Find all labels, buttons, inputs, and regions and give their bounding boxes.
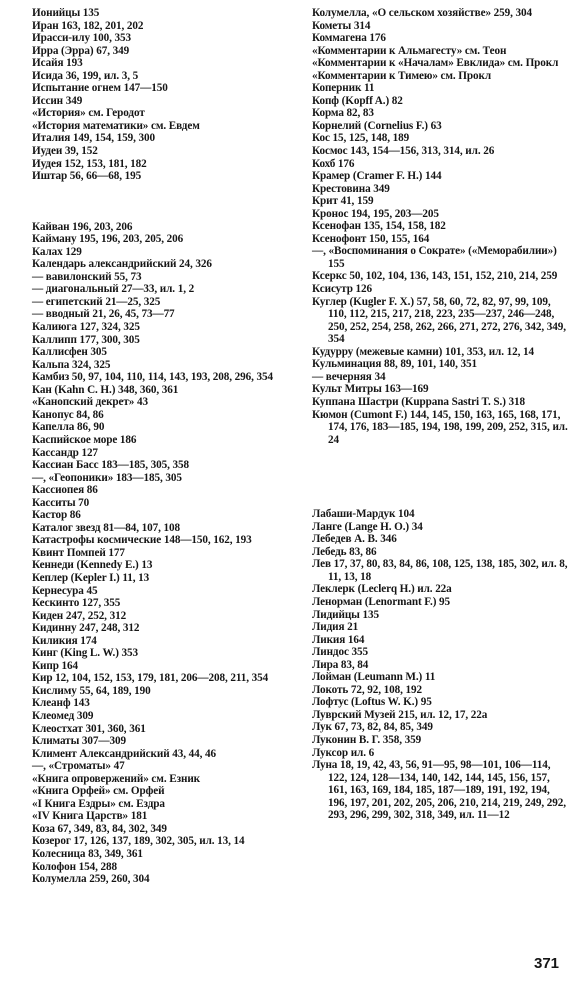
index-entry: «Комментарии к Альмагесту» см. Теон (312, 44, 507, 57)
index-entry: Колумелла 259, 260, 304 (32, 873, 150, 886)
index-entry: Копф (Kopff A.) 82 (312, 94, 403, 107)
index-column-right (312, 7, 570, 822)
block-spacer (32, 183, 294, 221)
index-entry: Лидийцы 135 (312, 608, 379, 621)
index-block-i (32, 7, 294, 183)
index-entry: Коммагена 176 (312, 32, 386, 45)
index-entry: Лидия 21 (312, 621, 359, 634)
index-entry: Ксеркс 50, 102, 104, 136, 143, 151, 152, 210, 214, 259 (312, 270, 558, 283)
index-entry: Капелла 86, 90 (32, 421, 105, 434)
index-entry: Лебедь 83, 86 (312, 545, 377, 558)
index-entry: Иран 163, 182, 201, 202 (32, 19, 144, 32)
index-entry: Кайван 196, 203, 206 (32, 220, 133, 233)
index-entry: Колесница 83, 349, 361 (32, 848, 143, 860)
index-entry: Касситы 70 (32, 496, 90, 509)
index-entry: Ланге (Lange H. O.) 34 (312, 520, 423, 533)
index-entry: Колумелла, «О сельском хозяйстве» 259, 304 (312, 7, 533, 19)
index-entry: Клеанф 143 (32, 697, 90, 710)
index-entry: Каллисфен 305 (32, 346, 107, 359)
block-spacer (312, 446, 570, 508)
index-entry: Кюмон (Cumont F.) 144, 145, 150, 163, 165, 168, 171, 174, 176, 183—185, 194, 198, 199, 209, 252, 315, ил. 24 (312, 408, 568, 446)
index-entry: «Канопский декрет» 43 (32, 396, 148, 409)
index-entry: Кир 12, 104, 152, 153, 179, 181, 206—208, 211, 354 (32, 672, 269, 685)
index-entry: Крестовина 349 (312, 182, 390, 195)
index-entry: Каллипп 177, 300, 305 (32, 333, 140, 346)
index-block-l (312, 508, 570, 822)
index-entry: Климент Александрийский 43, 44, 46 (32, 747, 217, 760)
index-entry: Кассиан Басс 183—185, 305, 358 (32, 459, 189, 472)
index-entry: Катастрофы космические 148—150, 162, 193 (32, 534, 252, 547)
index-entry: «Книга опровержений» см. Езник (32, 772, 201, 785)
index-entry: — диагональный 27—33, ил. 1, 2 (32, 283, 195, 296)
index-entry: Кинг (King L. W.) 353 (32, 647, 139, 660)
index-entry: Иудеи 39, 152 (32, 145, 98, 158)
index-entry: Кидинну 247, 248, 312 (32, 622, 140, 635)
index-entry: Луксор ил. 6 (312, 746, 375, 759)
index-entry: Киликия 174 (32, 634, 97, 647)
index-entry: Космос 143, 154—156, 313, 314, ил. 26 (312, 145, 495, 158)
index-entry: Кохб 176 (312, 157, 355, 170)
index-entry: Коза 67, 349, 83, 84, 302, 349 (32, 822, 167, 835)
index-entry: Локоть 72, 92, 108, 192 (312, 683, 423, 696)
index-entry: Ксисутр 126 (312, 283, 372, 296)
index-entry: Колофон 154, 288 (32, 860, 118, 873)
index-entry: Крит 41, 159 (312, 195, 374, 208)
index-entry: Каталог звезд 81—84, 107, 108 (32, 521, 181, 534)
index-entry: «История математики» см. Евдем (32, 119, 200, 132)
index-entry: Луконин В. Г. 358, 359 (312, 733, 422, 746)
index-entry: Лабаши-Мардук 104 (312, 508, 415, 521)
index-entry: Кастор 86 (32, 509, 81, 522)
index-entry: Лебедев А. В. 346 (312, 533, 397, 546)
index-entry: Кассиопея 86 (32, 484, 98, 497)
index-entry: Каспийское море 186 (32, 433, 137, 446)
index-block-k (32, 221, 294, 886)
index-block-k-continued (312, 7, 570, 446)
page-number: 371 (534, 955, 560, 972)
index-entry: Ионийцы 135 (32, 7, 100, 19)
index-entry: Луврский Музей 215, ил. 12, 17, 22а (312, 708, 488, 721)
index-entry: Иудея 152, 153, 181, 182 (32, 157, 147, 170)
index-entry: — вечерняя 34 (312, 370, 386, 383)
index-entry: Италия 149, 154, 159, 300 (32, 132, 156, 145)
index-entry: Календарь александрийский 24, 326 (32, 258, 212, 271)
index-entry: «Комментарии к Тимею» см. Прокл (312, 69, 492, 82)
index-entry: Леклерк (Leclerq H.) ил. 22а (312, 583, 452, 596)
index-entry: «IV Книга Царств» 181 (32, 810, 148, 823)
index-entry: Кан (Kahn C. H.) 348, 360, 361 (32, 383, 179, 396)
index-entry: Кислиму 55, 64, 189, 190 (32, 684, 151, 697)
index-entry: Ксенофан 135, 154, 158, 182 (312, 220, 446, 233)
index-entry: Климаты 307—309 (32, 735, 126, 748)
index-entry: Ирасси-илу 100, 353 (32, 32, 131, 45)
index-entry: Иштар 56, 66—68, 195 (32, 170, 142, 183)
index-entry: Козерог 17, 126, 137, 189, 302, 305, ил. 13, 14 (32, 835, 245, 848)
index-entry: Канопус 84, 86 (32, 408, 104, 421)
index-entry: Лук 67, 73, 82, 84, 85, 349 (312, 721, 433, 734)
index-entry: Кассандр 127 (32, 446, 98, 459)
index-entry: Лев 17, 37, 80, 83, 84, 86, 108, 125, 138, 185, 302, ил. 8, 11, 13, 18 (312, 558, 568, 583)
index-entry: — вавилонский 55, 73 (32, 270, 142, 283)
index-entry: Лойман (Leumann M.) 11 (312, 671, 436, 684)
index-column-left (32, 7, 294, 886)
index-entry: Культ Митры 163—169 (312, 383, 429, 396)
index-entry: Кеннеди (Kennedy E.) 13 (32, 559, 153, 572)
index-entry: «Комментарии к «Началам» Евклида» см. Прокл (312, 57, 559, 70)
index-entry: Кальпа 324, 325 (32, 358, 111, 371)
index-entry: Крамер (Cramer F. H.) 144 (312, 170, 442, 183)
index-entry: — вводный 21, 26, 45, 73—77 (32, 308, 175, 321)
index-entry: Куглер (Kugler F. X.) 57, 58, 60, 72, 82, 97, 99, 109, 110, 112, 215, 217, 218, 223, 235—237, 246—248, 250, 252, 254, 258, 262, 266, 271, 272, 276, 342, 349, 354 (312, 295, 566, 346)
index-entry: —, «Воспоминания о Сократе» («Меморабилии») 155 (312, 245, 557, 270)
index-entry: Кернесура 45 (32, 584, 98, 597)
index-entry: Лира 83, 84 (312, 658, 369, 671)
index-entry: Кескинто 127, 355 (32, 597, 121, 610)
index-entry: — египетский 21—25, 325 (32, 295, 161, 308)
index-entry: —, «Геопоники» 183—185, 305 (32, 471, 182, 484)
index-entry: Кайману 195, 196, 203, 205, 206 (32, 233, 184, 246)
index-entry: Клеостхат 301, 360, 361 (32, 722, 146, 735)
index-entry: Линдос 355 (312, 646, 369, 659)
index-entry: Коперник 11 (312, 82, 375, 95)
index-entry: Корнелий (Cornelius F.) 63 (312, 119, 442, 132)
index-entry: Калиюга 127, 324, 325 (32, 321, 140, 334)
index-entry: Корма 82, 83 (312, 107, 374, 120)
index-entry: «История» см. Геродот (32, 107, 145, 120)
index-entry: Камбиз 50, 97, 104, 110, 114, 143, 193, 208, 296, 354 (32, 371, 273, 384)
index-entry: Исида 36, 199, ил. 3, 5 (32, 69, 139, 82)
index-entry: —, «Строматы» 47 (32, 760, 125, 773)
index-entry: Кронос 194, 195, 203—205 (312, 207, 439, 220)
index-entry: Ксенофонт 150, 155, 164 (312, 232, 430, 245)
index-entry: Кос 15, 125, 148, 189 (312, 132, 410, 145)
index-entry: Киден 247, 252, 312 (32, 609, 127, 622)
index-entry: Лофтус (Loftus W. K.) 95 (312, 696, 432, 709)
index-entry: Иссин 349 (32, 94, 83, 107)
index-entry: Ирра (Эрра) 67, 349 (32, 44, 130, 57)
index-entry: Испытание огнем 147—150 (32, 82, 168, 95)
index-entry: Кометы 314 (312, 19, 371, 32)
index-entry: Клеомед 309 (32, 709, 94, 722)
index-entry: Кеплер (Kepler I.) 11, 13 (32, 571, 150, 584)
index-entry: Исайя 193 (32, 57, 83, 70)
index-entry: Кудурру (межевые камни) 101, 353, ил. 12, 14 (312, 345, 534, 358)
index-entry: Кульминация 88, 89, 101, 140, 351 (312, 358, 477, 371)
index-entry: Ликия 164 (312, 633, 365, 646)
index-entry: «Книга Орфей» см. Орфей (32, 785, 165, 798)
index-entry: Калах 129 (32, 245, 82, 258)
index-entry: Луна 18, 19, 42, 43, 56, 91—95, 98—101, 106—114, 122, 124, 128—134, 140, 142, 144, 145, 156, 157, 161, 163, 169, 184, 185, 187—189, 191, 192, 194, 196, 197, 201, 202, 205, 206, 210, 214, 219, 249, 292, 293, 296, 299, 302, 318, 349, ил. 11—12 (312, 759, 566, 822)
index-entry: Ленорман (Lenormant F.) 95 (312, 595, 451, 608)
index-entry: Квинт Помпей 177 (32, 546, 125, 559)
index-entry: Куппана Шастри (Kuppana Sastri T. S.) 318 (312, 395, 526, 408)
index-entry: «I Книга Ездры» см. Ездра (32, 797, 165, 810)
index-entry: Кипр 164 (32, 659, 79, 672)
